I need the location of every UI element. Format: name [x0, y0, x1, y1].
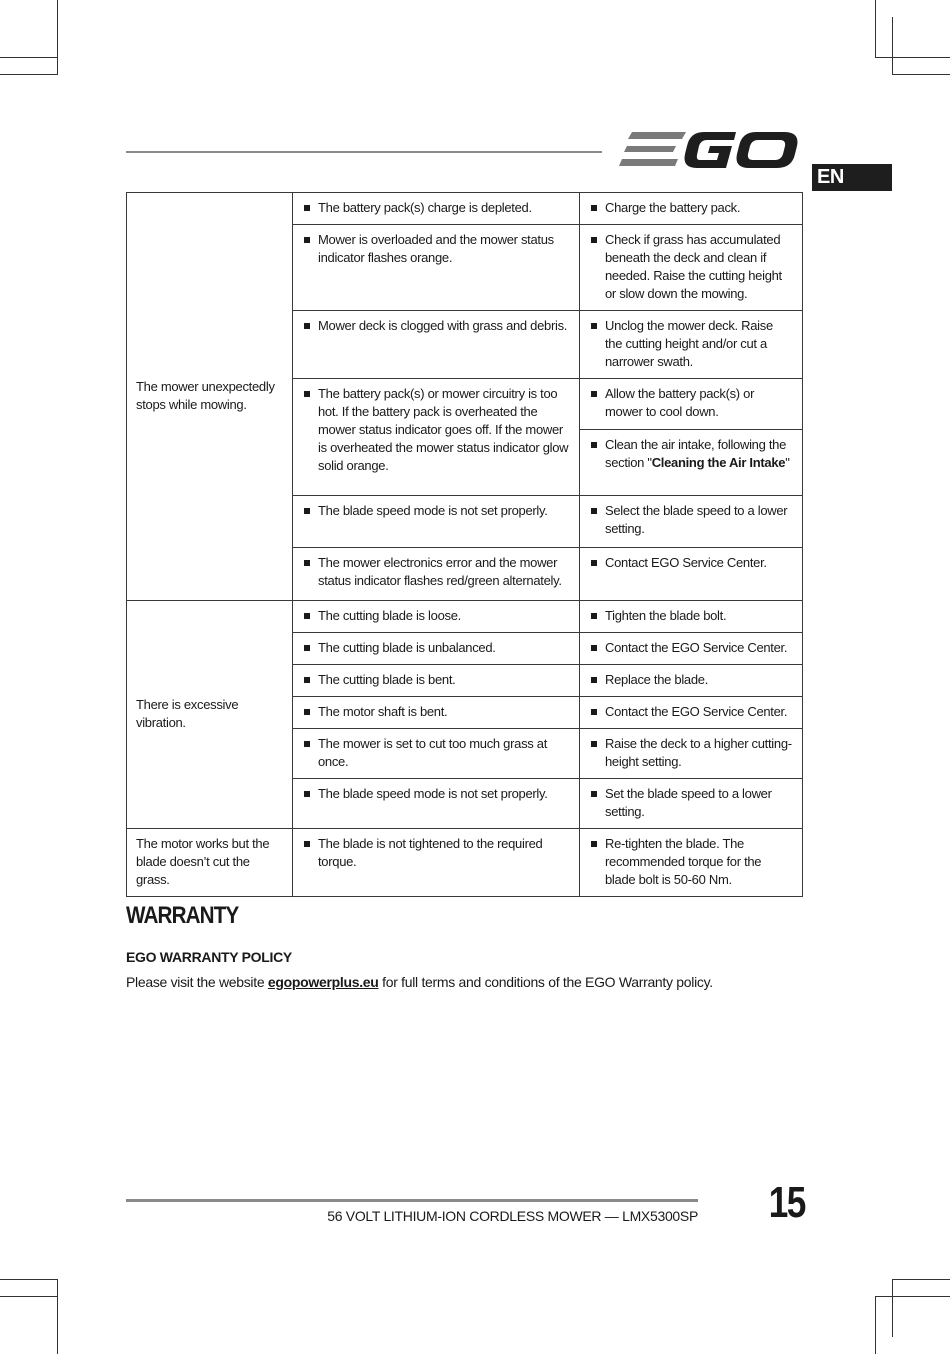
cause-cell — [293, 379, 580, 496]
warranty-policy-text — [126, 973, 713, 991]
cause-cell — [293, 311, 580, 379]
solution-text: Re-tighten the blade. The recommended torque for the blade bolt is 50-60 Nm. — [589, 835, 793, 889]
solution-cell — [580, 496, 803, 548]
page-number: 15 — [768, 1178, 805, 1227]
solution-text — [589, 436, 793, 472]
solution-text: Allow the battery pack(s) or mower to cool down. — [589, 385, 793, 421]
solution-cell — [580, 311, 803, 379]
crop-mark — [892, 1279, 950, 1280]
website-link[interactable]: egopowerplus.eu — [267, 974, 379, 990]
troubleshooting-table — [126, 192, 803, 897]
solution-text-part: " — [785, 455, 790, 470]
crop-mark — [875, 1296, 950, 1297]
cause-cell — [293, 548, 580, 601]
crop-mark — [0, 1296, 58, 1297]
problem-cell — [127, 193, 293, 601]
cause-cell — [293, 633, 580, 665]
cause-text: Mower is overloaded and the mower status indicator flashes orange. — [302, 231, 570, 267]
cause-text: The blade speed mode is not set properly. — [302, 785, 570, 803]
cause-text: The battery pack(s) charge is depleted. — [302, 199, 570, 217]
solution-text: Tighten the blade bolt. — [589, 607, 793, 625]
solution-text: Check if grass has accumulated beneath the deck and clean if needed. Raise the cutting height or slow down the mowing. — [589, 231, 793, 303]
problem-text: The motor works but the blade doesn’t cut the grass. — [136, 836, 270, 887]
crop-mark — [0, 74, 58, 75]
solution-text: Select the blade speed to a lower setting. — [589, 502, 793, 538]
warranty-policy-heading: EGO WARRANTY POLICY — [126, 949, 292, 965]
cause-text: The battery pack(s) or mower circuitry is too hot. If the battery pack is overheated the mower status indicator goes off. If the mower is overheated the mower status indicator glow solid orange. — [302, 385, 570, 475]
table-row — [127, 193, 803, 225]
cause-cell — [293, 496, 580, 548]
crop-mark — [57, 1279, 58, 1354]
crop-mark — [875, 57, 950, 58]
solution-cell — [580, 779, 803, 829]
warranty-heading: WARRANTY — [126, 902, 239, 929]
table-row — [127, 829, 803, 897]
solution-text-part: Clean the air intake, following the section " — [605, 437, 787, 470]
footer-product-title: 56 VOLT LITHIUM-ION CORDLESS MOWER — LMX5300SP — [327, 1208, 698, 1224]
solution-text: Contact the EGO Service Center. — [589, 703, 793, 721]
cause-text: The cutting blade is bent. — [302, 671, 570, 689]
table-row — [127, 601, 803, 633]
header-rule — [126, 151, 602, 153]
problem-cell — [127, 601, 293, 829]
solution-cell — [580, 601, 803, 633]
cause-cell — [293, 225, 580, 311]
policy-text-after: for full terms and conditions of the EGO Warranty policy. — [378, 974, 713, 990]
cause-cell — [293, 601, 580, 633]
solution-cell — [580, 225, 803, 311]
language-tab: EN — [812, 164, 892, 191]
policy-text-before: Please visit the website — [126, 974, 268, 990]
solution-cell — [580, 193, 803, 225]
cause-cell — [293, 697, 580, 729]
ego-logo — [618, 128, 800, 172]
solution-cell — [580, 729, 803, 779]
cause-text: The blade speed mode is not set properly. — [302, 502, 570, 520]
solution-cell — [580, 430, 803, 496]
solution-cell — [580, 829, 803, 897]
cause-cell — [293, 729, 580, 779]
cause-text: Mower deck is clogged with grass and debris. — [302, 317, 570, 335]
solution-text: Raise the deck to a higher cutting-height setting. — [589, 735, 793, 771]
crop-mark — [0, 57, 58, 58]
crop-mark — [875, 1296, 876, 1354]
footer-rule — [126, 1199, 698, 1202]
cause-cell — [293, 829, 580, 897]
cause-cell — [293, 779, 580, 829]
cause-cell — [293, 193, 580, 225]
cause-text: The mower is set to cut too much grass at once. — [302, 735, 570, 771]
solution-cell — [580, 665, 803, 697]
solution-cell — [580, 697, 803, 729]
crop-mark — [57, 0, 58, 75]
solution-cell — [580, 379, 803, 430]
crop-mark — [892, 74, 950, 75]
cause-text: The motor shaft is bent. — [302, 703, 570, 721]
problem-cell — [127, 829, 293, 897]
crop-mark — [892, 17, 893, 75]
crop-mark — [0, 1279, 58, 1280]
cause-cell — [293, 665, 580, 697]
cause-text: The cutting blade is loose. — [302, 607, 570, 625]
solution-cell — [580, 633, 803, 665]
cause-text: The blade is not tightened to the required torque. — [302, 835, 570, 871]
solution-cell — [580, 548, 803, 601]
solution-text: Contact EGO Service Center. — [589, 554, 793, 572]
crop-mark — [892, 1279, 893, 1337]
solution-text: Replace the blade. — [589, 671, 793, 689]
crop-mark — [875, 0, 876, 58]
solution-text: Unclog the mower deck. Raise the cutting height and/or cut a narrower swath. — [589, 317, 793, 371]
section-reference: Cleaning the Air Intake — [651, 455, 786, 470]
problem-text: The mower unexpectedly stops while mowing. — [136, 379, 275, 412]
problem-text: There is excessive vibration. — [136, 697, 239, 730]
cause-text: The mower electronics error and the mower status indicator flashes red/green alternately. — [302, 554, 570, 590]
cause-text: The cutting blade is unbalanced. — [302, 639, 570, 657]
solution-text: Contact the EGO Service Center. — [589, 639, 793, 657]
solution-text: Charge the battery pack. — [589, 199, 793, 217]
solution-text: Set the blade speed to a lower setting. — [589, 785, 793, 821]
